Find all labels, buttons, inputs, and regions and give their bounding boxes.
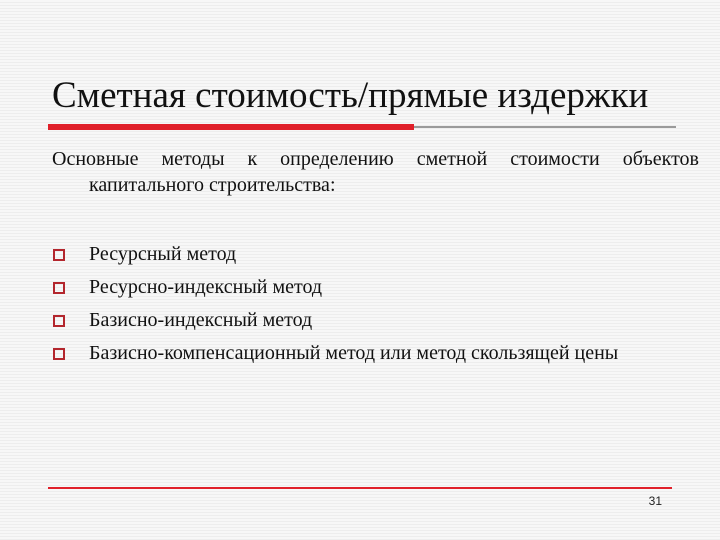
list-item xyxy=(52,340,662,366)
list-item xyxy=(52,241,662,267)
title-underline-accent xyxy=(48,124,414,130)
hollow-square-icon xyxy=(53,282,65,294)
hollow-square-icon xyxy=(53,249,65,261)
hollow-square-icon xyxy=(53,348,65,360)
list-item xyxy=(52,274,662,300)
slide-title: Сметная стоимость/прямые издержки xyxy=(52,75,649,116)
list-item-text: Базисно-индексный метод xyxy=(89,309,313,331)
methods-list xyxy=(52,241,662,373)
title-underline-rule xyxy=(414,126,676,128)
hollow-square-icon xyxy=(53,315,65,327)
list-item xyxy=(52,307,662,333)
footer-divider xyxy=(48,487,672,489)
list-item-text: Ресурсно-индексный метод xyxy=(89,276,323,298)
list-item-text: Ресурсный метод xyxy=(89,243,237,265)
list-item-text: Базисно-компенсационный метод или метод скользящей цены xyxy=(89,342,619,364)
page-number: 31 xyxy=(648,494,662,508)
intro-paragraph: Основные методы к определению сметной стоимости объектов капитального строительства: xyxy=(52,148,699,196)
